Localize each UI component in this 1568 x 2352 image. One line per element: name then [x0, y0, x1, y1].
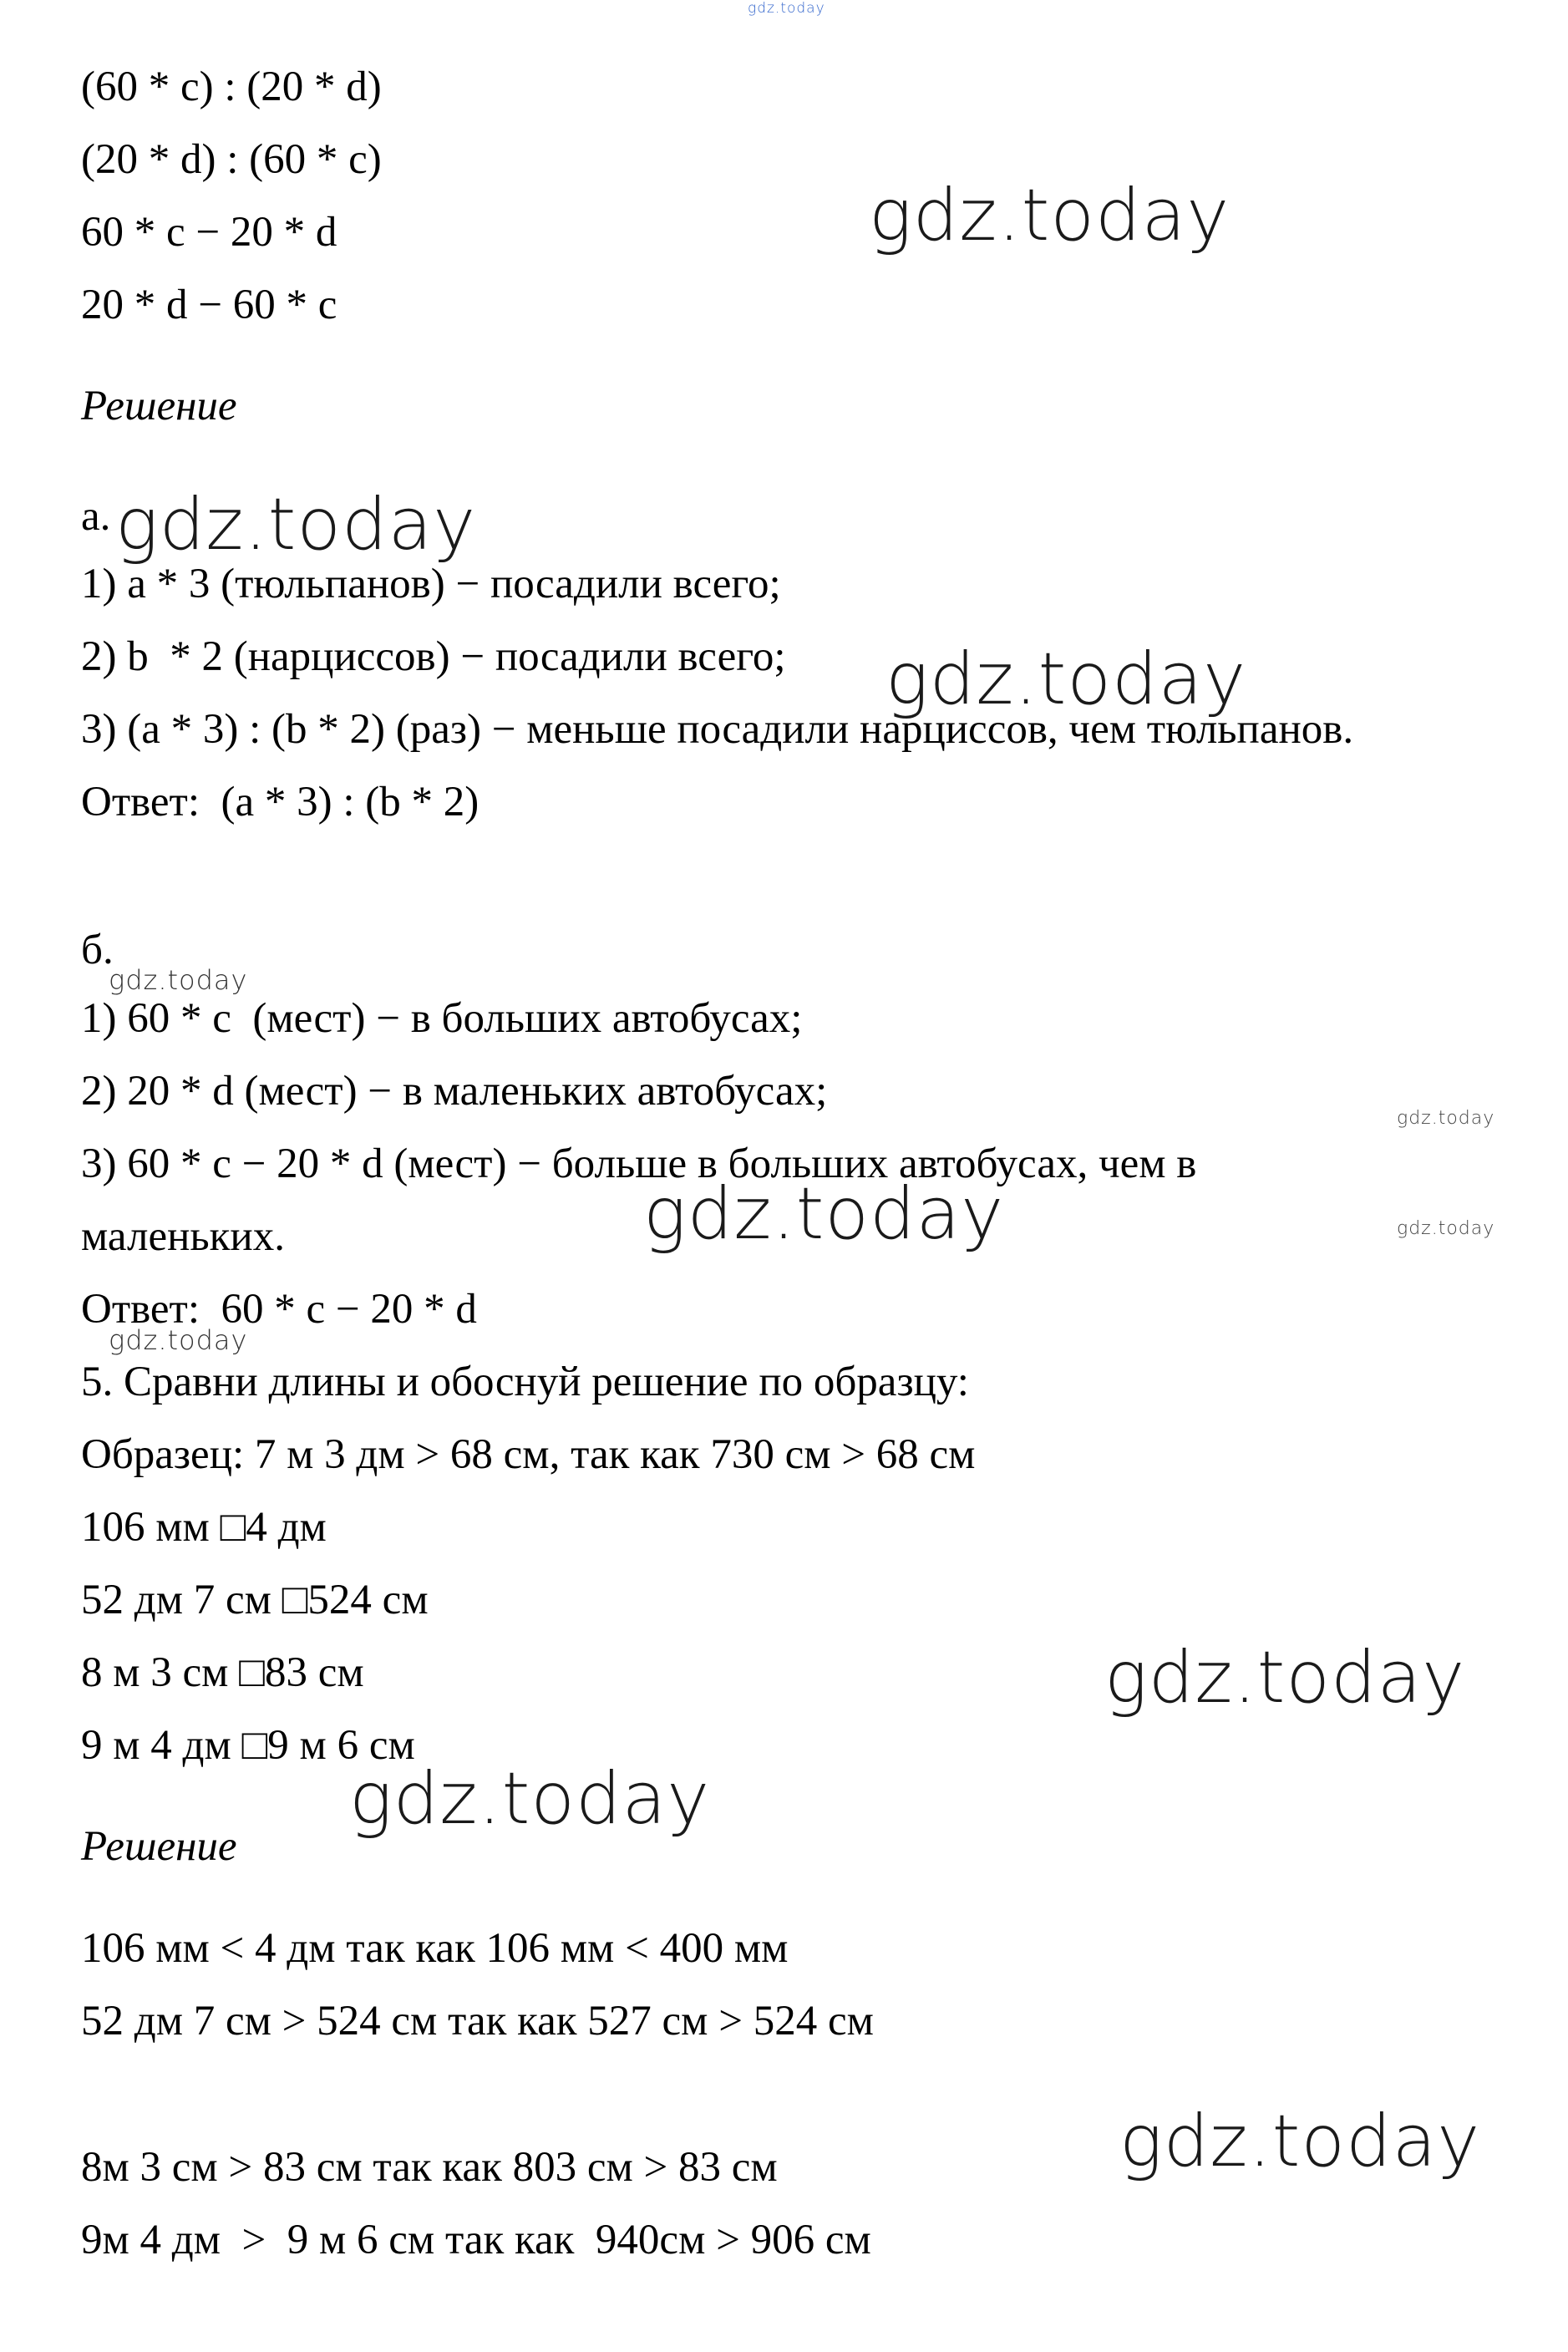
watermark: gdz.today: [1397, 1108, 1495, 1129]
part-a-label: а.: [81, 493, 111, 540]
part-b-label: б.: [81, 927, 114, 973]
task5-title: 5. Сравни длины и обоснуй решение по образцу:: [81, 1359, 969, 1405]
task5-solution-line: 106 мм < 4 дм так как 106 мм < 400 мм: [81, 1925, 789, 1972]
watermark: gdz.today: [869, 174, 1231, 257]
task5-item: 106 мм □4 дм: [81, 1504, 327, 1551]
watermark: gdz.today: [1119, 2100, 1481, 2183]
watermark: gdz.today: [109, 1324, 248, 1356]
expression-line: (60 * c) : (20 * d): [81, 63, 382, 110]
part-b-step: 2) 20 * d (мест) − в маленьких автобусах;: [81, 1068, 828, 1115]
part-a-step: 1) a * 3 (тюльпанов) − посадили всего;: [81, 561, 781, 607]
solution-heading: Решение: [81, 383, 237, 429]
expression-line: 20 * d − 60 * c: [81, 282, 337, 328]
expression-line: 60 * c − 20 * d: [81, 209, 337, 256]
watermark-top: gdz.today: [748, 0, 825, 17]
watermark: gdz.today: [643, 1172, 1005, 1256]
watermark: gdz.today: [1104, 1636, 1466, 1720]
watermark: gdz.today: [1397, 1218, 1495, 1239]
part-b-answer: Ответ: 60 * c − 20 * d: [81, 1286, 477, 1333]
part-a-step: 2) b * 2 (нарциссов) − посадили всего;: [81, 633, 786, 680]
watermark: gdz.today: [349, 1757, 711, 1841]
task5-sample: Образец: 7 м 3 дм > 68 см, так как 730 см > 68 см: [81, 1431, 976, 1478]
task5-solution-line: 8м 3 см > 83 см так как 803 см > 83 см: [81, 2144, 778, 2191]
task5-solution-line: 9м 4 дм > 9 м 6 см так как 940см > 906 см: [81, 2217, 871, 2263]
part-a-step: 3) (a * 3) : (b * 2) (раз) − меньше посадили нарциссов, чем тюльпанов.: [81, 706, 1354, 753]
watermark: gdz.today: [885, 638, 1247, 721]
task5-item: 9 м 4 дм □9 м 6 см: [81, 1722, 415, 1769]
part-b-step: маленьких.: [81, 1213, 285, 1260]
task5-item: 52 дм 7 см □524 см: [81, 1577, 429, 1623]
task5-solution-heading: Решение: [81, 1823, 237, 1870]
task5-solution-line: 52 дм 7 см > 524 см так как 527 см > 524 см: [81, 1998, 874, 2045]
part-b-step: 1) 60 * c (мест) − в больших автобусах;: [81, 995, 803, 1042]
part-b-step: 3) 60 * c − 20 * d (мест) − больше в больших автобусах, чем в: [81, 1140, 1197, 1187]
task5-item: 8 м 3 см □83 см: [81, 1649, 364, 1696]
watermark: gdz.today: [109, 964, 248, 996]
part-a-answer: Ответ: (a * 3) : (b * 2): [81, 779, 480, 825]
expression-line: (20 * d) : (60 * c): [81, 136, 382, 183]
watermark: gdz.today: [115, 483, 477, 566]
